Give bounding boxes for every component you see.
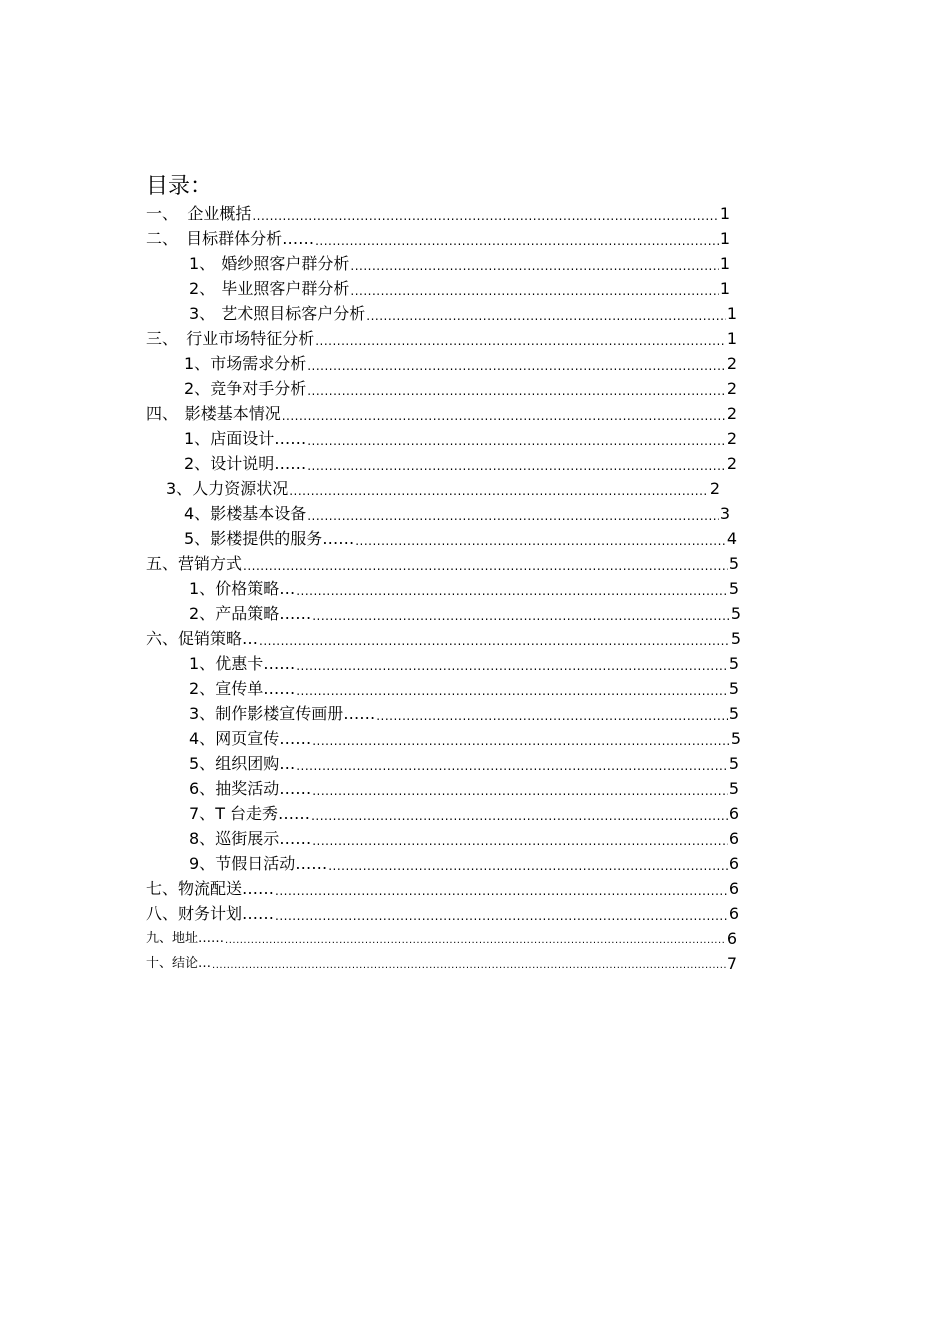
toc-page-number: 5	[728, 704, 739, 723]
toc-entry[interactable]	[146, 324, 737, 349]
toc-page-number: 6	[728, 829, 739, 848]
toc-number: 四、	[146, 404, 179, 423]
toc-label: 巡街展示……	[215, 829, 312, 848]
toc-label: 竞争对手分析	[210, 379, 307, 398]
toc-page-number: 1	[726, 304, 737, 323]
toc-entry[interactable]	[146, 924, 737, 949]
toc-label: 抽奖活动……	[215, 779, 312, 798]
toc-label: 节假日活动……	[215, 854, 328, 873]
toc-entry[interactable]	[146, 624, 741, 649]
toc-number: 8、	[189, 829, 216, 848]
toc-entry[interactable]	[189, 299, 737, 324]
toc-label: 产品策略……	[215, 604, 312, 623]
toc-number: 1、	[184, 429, 211, 448]
toc-page-number: 1	[719, 254, 730, 273]
toc-label: 地址……	[172, 931, 225, 946]
toc-leader	[307, 358, 726, 374]
toc-label: 财务计划……	[178, 904, 275, 923]
toc-leader	[282, 408, 726, 424]
toc-entry[interactable]	[189, 674, 739, 699]
toc-number: 2、	[184, 379, 211, 398]
toc-label: 营销方式	[178, 554, 243, 573]
toc-page-number: 1	[726, 329, 737, 348]
toc-leader	[212, 958, 726, 974]
toc-number: 3、	[166, 479, 193, 498]
toc-number: 六、	[146, 629, 179, 648]
toc-number: 三、	[146, 329, 179, 348]
toc-entry[interactable]	[184, 349, 737, 374]
toc-page-number: 2	[709, 479, 720, 498]
toc-entry[interactable]	[189, 799, 739, 824]
toc-entry[interactable]	[184, 374, 737, 399]
page-title: 目录：	[146, 174, 213, 199]
toc-label: 市场需求分析	[210, 354, 307, 373]
toc-label: 设计说明……	[210, 454, 307, 473]
toc-leader	[315, 233, 719, 249]
toc-leader	[312, 833, 728, 849]
toc-label: 企业概括	[187, 204, 252, 223]
toc-page-number: 6	[728, 879, 739, 898]
toc-number: 9、	[189, 854, 216, 873]
toc-leader	[312, 783, 728, 799]
toc-leader	[307, 458, 726, 474]
toc-number: 5、	[184, 529, 211, 548]
toc-entry[interactable]	[146, 899, 739, 924]
toc-page-number: 7	[726, 954, 737, 973]
toc-leader	[225, 933, 726, 949]
toc-entry[interactable]	[146, 874, 739, 899]
toc-page-number: 1	[719, 204, 730, 223]
toc-entry[interactable]	[189, 599, 741, 624]
toc-entry[interactable]	[166, 474, 720, 499]
toc-leader	[315, 333, 726, 349]
toc-number: 1、	[184, 354, 211, 373]
toc-leader	[259, 633, 730, 649]
toc-leader	[376, 708, 728, 724]
toc-number: 5、	[189, 754, 216, 773]
toc-page-number: 5	[728, 654, 739, 673]
toc-entry[interactable]	[184, 449, 737, 474]
toc-entry[interactable]	[184, 424, 737, 449]
toc-page-number: 1	[719, 279, 730, 298]
toc-number: 3、	[189, 704, 216, 723]
toc-entry[interactable]	[184, 499, 730, 524]
toc-number: 2、	[184, 454, 211, 473]
toc-entry[interactable]	[189, 774, 739, 799]
toc-entry[interactable]	[189, 699, 739, 724]
toc-entry[interactable]	[189, 849, 739, 874]
toc-leader	[275, 908, 728, 924]
toc-leader	[350, 258, 718, 274]
toc-number: 七、	[146, 879, 179, 898]
toc-number: 4、	[189, 729, 216, 748]
toc-label: 优惠卡……	[215, 654, 296, 673]
toc-page-number: 5	[728, 554, 739, 573]
toc-entry[interactable]	[146, 949, 737, 974]
toc-label: 店面设计……	[210, 429, 307, 448]
toc-leader	[296, 658, 728, 674]
toc-entry[interactable]	[146, 224, 730, 249]
toc-leader	[289, 483, 709, 499]
toc-page-number: 5	[728, 679, 739, 698]
toc-leader	[311, 808, 728, 824]
toc-number: 八、	[146, 904, 179, 923]
toc-leader	[296, 583, 728, 599]
toc-page-number: 2	[726, 454, 737, 473]
toc-label: 结论…	[172, 956, 212, 971]
toc-label: 目标群体分析……	[186, 229, 315, 248]
toc-label: 影楼基本设备	[210, 504, 307, 523]
toc-leader	[307, 383, 726, 399]
toc-label: 宣传单……	[215, 679, 296, 698]
toc-number: 1、	[189, 254, 216, 273]
toc-label: 艺术照目标客户分析	[221, 304, 366, 323]
toc-number: 一、	[146, 204, 179, 223]
toc-number: 二、	[146, 229, 179, 248]
toc-page-number: 5	[730, 629, 741, 648]
toc-leader	[252, 208, 718, 224]
toc-label: 组织团购…	[215, 754, 296, 773]
toc-number: 2、	[189, 604, 216, 623]
toc-label: T 台走秀……	[215, 804, 311, 823]
toc-label: 物流配送……	[178, 879, 275, 898]
toc-number: 7、	[189, 804, 216, 823]
toc-page-number: 6	[728, 804, 739, 823]
toc-entry[interactable]	[189, 824, 739, 849]
toc-entry[interactable]	[189, 724, 741, 749]
toc-number: 6、	[189, 779, 216, 798]
toc-number: 1、	[189, 654, 216, 673]
toc-number: 1、	[189, 579, 216, 598]
toc-page-number: 5	[730, 604, 741, 623]
toc-label: 毕业照客户群分析	[221, 279, 350, 298]
toc-number: 2、	[189, 279, 216, 298]
toc-number: 五、	[146, 554, 179, 573]
toc-page-number: 1	[719, 229, 730, 248]
toc-label: 人力资源状况	[192, 479, 289, 498]
toc-number: 十、	[146, 956, 173, 971]
toc-page-number: 2	[726, 404, 737, 423]
toc-leader	[366, 308, 726, 324]
toc-entry[interactable]	[189, 274, 730, 299]
toc-page-number: 5	[728, 754, 739, 773]
toc-entry[interactable]	[184, 524, 737, 549]
toc-page-number: 4	[726, 529, 737, 548]
toc-page-number: 6	[728, 854, 739, 873]
toc-leader	[312, 733, 730, 749]
toc-page-number: 3	[719, 504, 730, 523]
toc-label: 促销策略…	[178, 629, 259, 648]
toc-page-number: 5	[730, 729, 741, 748]
toc-entry[interactable]	[146, 199, 730, 224]
toc-label: 价格策略…	[215, 579, 296, 598]
toc-leader	[307, 508, 719, 524]
toc-number: 4、	[184, 504, 211, 523]
toc-label: 行业市场特征分析	[186, 329, 315, 348]
toc-entry[interactable]	[189, 749, 739, 774]
toc-label: 网页宣传……	[215, 729, 312, 748]
toc-page-number: 6	[726, 929, 737, 948]
toc-number: 九、	[146, 931, 173, 946]
toc-label: 影楼基本情况	[184, 404, 281, 423]
toc-label: 影楼提供的服务……	[210, 529, 355, 548]
toc-label: 婚纱照客户群分析	[221, 254, 350, 273]
toc-leader	[328, 858, 728, 874]
toc-leader	[243, 558, 728, 574]
toc-leader	[312, 608, 730, 624]
toc-leader	[355, 533, 726, 549]
toc-number: 2、	[189, 679, 216, 698]
toc-page-number: 2	[726, 354, 737, 373]
toc-page-number: 6	[728, 904, 739, 923]
toc-entry[interactable]	[146, 399, 737, 424]
toc-leader	[296, 758, 728, 774]
toc-leader	[296, 683, 728, 699]
toc-number: 3、	[189, 304, 216, 323]
toc-page-number: 5	[728, 779, 739, 798]
toc-leader	[350, 283, 718, 299]
toc-page-number: 2	[726, 379, 737, 398]
toc-page-number: 2	[726, 429, 737, 448]
toc-leader	[307, 433, 726, 449]
toc-label: 制作影楼宣传画册……	[215, 704, 376, 723]
toc-entry[interactable]	[189, 574, 739, 599]
toc-leader	[275, 883, 728, 899]
toc-entry[interactable]	[189, 249, 730, 274]
toc-page-number: 5	[728, 579, 739, 598]
toc-entry[interactable]	[189, 649, 739, 674]
toc-entry[interactable]	[146, 549, 739, 574]
